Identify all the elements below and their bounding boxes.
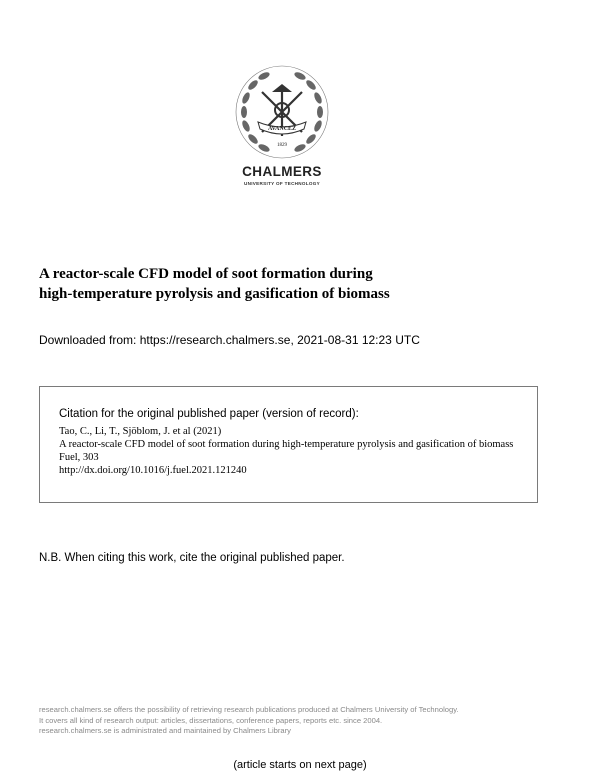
citation-label: Citation for the original published paper (version of record): <box>59 408 359 420</box>
footer-line-2: It covers all kind of research output: articles, dissertations, conference papers, reports etc. since 2004. <box>39 715 383 725</box>
citation-article-title: A reactor-scale CFD model of soot formation during high-temperature pyrolysis and gasification of biomass <box>59 439 514 450</box>
footer-line-1: research.chalmers.se offers the possibility of retrieving research publications produced at Chalmers University of Technology. <box>39 705 459 714</box>
nb-note: N.B. When citing this work, cite the original published paper. <box>39 552 345 564</box>
next-page-note: (article starts on next page) <box>233 759 367 771</box>
citation-journal: Fuel, 303 <box>59 452 99 463</box>
paper-title-line-1: A reactor-scale CFD model of soot formation during <box>39 266 373 282</box>
repository-footer <box>39 705 569 737</box>
footer-line-3: research.chalmers.se is administrated and maintained by Chalmers Library <box>39 726 291 735</box>
seal-motto: AVANCEZ <box>267 126 297 132</box>
citation-authors: Tao, C., Li, T., Sjöblom, J. et al (2021) <box>59 426 222 437</box>
logo-submark: UNIVERSITY OF TECHNOLOGY <box>243 181 321 186</box>
download-info: Downloaded from: https://research.chalmers.se, 2021-08-31 12:23 UTC <box>39 333 420 347</box>
logo-wordmark: CHALMERS <box>242 164 322 179</box>
citation-doi-link[interactable]: http://dx.doi.org/10.1016/j.fuel.2021.121240 <box>59 465 247 476</box>
seal-year: 1829 <box>277 143 287 148</box>
paper-title-line-2: high-temperature pyrolysis and gasification of biomass <box>39 286 390 302</box>
citation-box <box>39 386 538 503</box>
chalmers-logo <box>226 62 338 190</box>
paper-title <box>39 264 559 304</box>
chalmers-seal-icon <box>232 62 332 162</box>
citation-body <box>59 425 529 477</box>
